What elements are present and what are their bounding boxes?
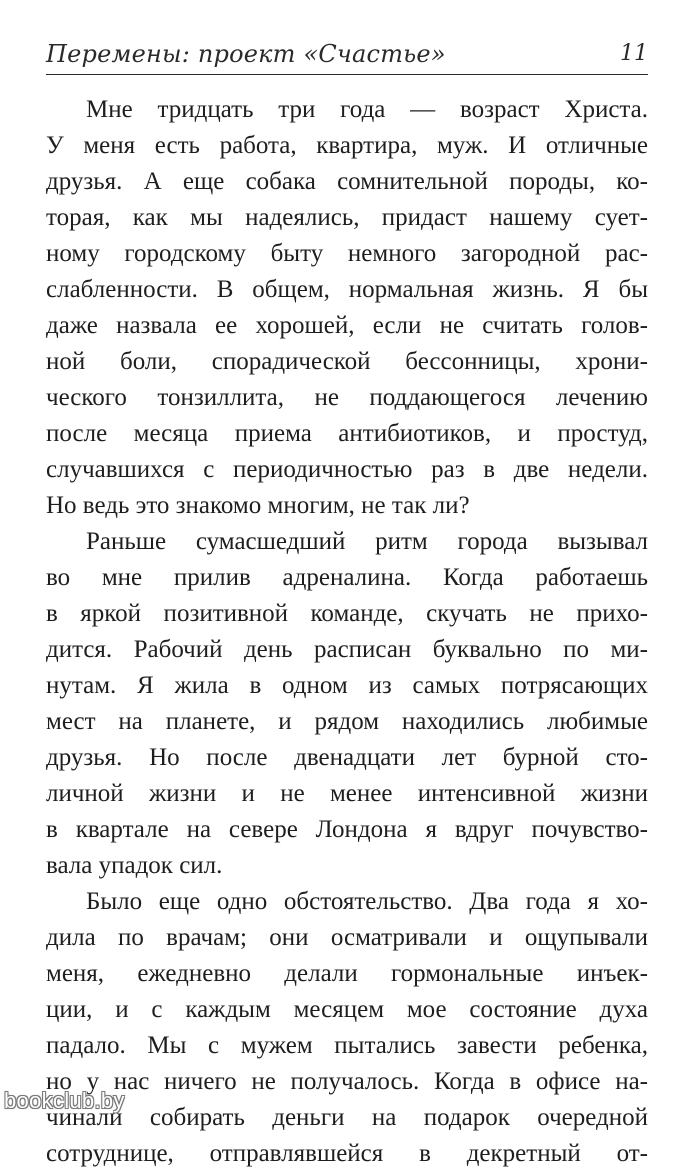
- text-line: друзья. Но после двенадцати лет бурной сто-: [46, 744, 648, 771]
- text-line: дила по врачам; они осматривали и ощупывали: [46, 924, 648, 951]
- text-line: личной жизни и не менее интенсивной жизни: [46, 780, 648, 807]
- text-line: вала упадок сил.: [46, 852, 223, 879]
- text-line: Раньше сумасшедший ритм города вызывал: [86, 528, 648, 555]
- text-line: дится. Рабочий день расписан буквально по ми-: [46, 636, 648, 663]
- paragraph: [46, 884, 648, 1172]
- text-line: ческого тонзиллита, не поддающегося лечению: [46, 384, 648, 411]
- text-line: ной боли, спорадической бессонницы, хрони-: [46, 348, 648, 375]
- text-line: после месяца приема антибиотиков, и простуд,: [46, 420, 648, 447]
- text-line: слабленности. В общем, нормальная жизнь. Я бы: [46, 276, 648, 303]
- text-line: Мне тридцать три года — возраст Христа.: [86, 96, 648, 123]
- text-line: даже назвала ее хорошей, если не считать голов-: [46, 312, 648, 339]
- text-line: нутам. Я жила в одном из самых потрясающих: [46, 672, 648, 699]
- text-line: чинали собирать деньги на подарок очередной: [46, 1104, 648, 1131]
- text-line: У меня есть работа, квартира, муж. И отличные: [46, 132, 648, 159]
- text-line: случавшихся с периодичностью раз в две недели.: [46, 456, 648, 483]
- watermark: bookclub.by: [4, 1088, 125, 1113]
- running-header: [46, 36, 648, 72]
- text-line: Было еще одно обстоятельство. Два года я хо-: [86, 888, 648, 915]
- text-line: мест на планете, и рядом находились любимые: [46, 708, 648, 735]
- text-line: сотруднице, отправлявшейся в декретный от-: [46, 1140, 648, 1167]
- text-line: Но ведь это знакомо многим, не так ли?: [46, 492, 470, 519]
- body-text: [46, 92, 648, 1172]
- text-line: но у нас ничего не получалось. Когда в офисе на-: [46, 1068, 648, 1095]
- text-line: ции, и с каждым месяцем мое состояние духа: [46, 996, 648, 1023]
- text-line: торая, как мы надеялись, придаст нашему сует-: [46, 204, 648, 231]
- text-line: в яркой позитивной команде, скучать не прихо-: [46, 600, 648, 627]
- running-title: Перемены: проект «Счастье»: [46, 40, 446, 68]
- text-line: падало. Мы с мужем пытались завести ребенка,: [46, 1032, 648, 1059]
- paragraph: [46, 524, 648, 884]
- text-line: во мне прилив адреналина. Когда работаешь: [46, 564, 648, 591]
- text-line: друзья. А еще собака сомнительной породы, ко-: [46, 168, 648, 195]
- header-rule: [46, 74, 648, 75]
- page-number: 11: [620, 41, 648, 66]
- text-line: меня, ежедневно делали гормональные инъек-: [46, 960, 648, 987]
- paragraph: [46, 92, 648, 524]
- text-line: в квартале на севере Лондона я вдруг почувство-: [46, 816, 648, 843]
- text-line: ному городскому быту немного загородной рас-: [46, 240, 648, 267]
